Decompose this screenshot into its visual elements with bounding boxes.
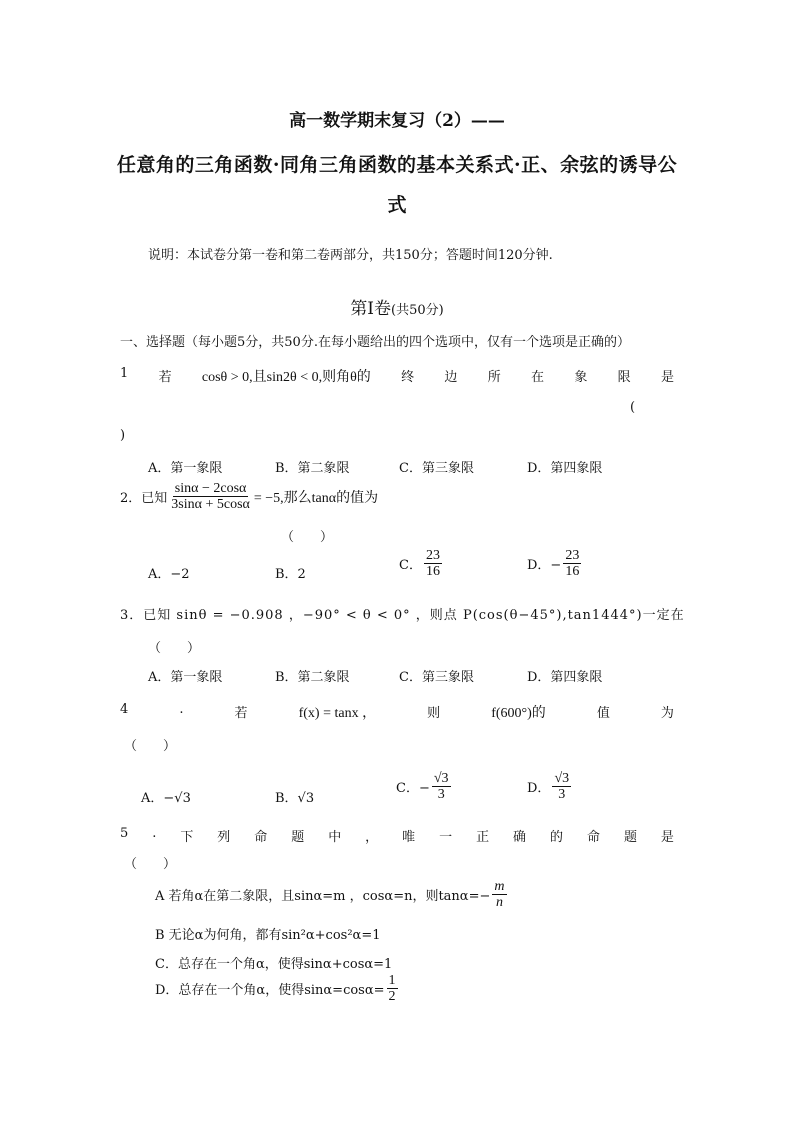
q4-part: 值 [596,706,610,721]
question-2-stem [120,481,378,513]
section-heading: 一、选择题（每小题5分，共50分.在每小题给出的四个选项中，仅有一个选项是正确的） [120,335,630,350]
q5-part: 列 [217,830,231,845]
q4-option-c-fraction [432,771,451,803]
question-4-stem [120,702,674,722]
q2-option-d-label: D．− [527,558,562,574]
q4-part: 为 [660,706,674,721]
q2-option-c-fraction [424,548,442,580]
q2-option-c-label: C． [399,558,422,574]
q1-part: 若 [158,370,172,385]
q4-part: . [179,702,184,717]
q3-paren: （ ） [148,641,201,656]
q4-paren: （ ） [124,739,177,754]
q5-number: 5 [120,826,129,841]
q4-option-b[interactable]: B．√3 [275,791,315,806]
q5-part: 命 [254,830,268,845]
exam-instructions: 说明：本试卷分第一卷和第二卷两部分，共150分；答题时间120分钟. [148,248,553,263]
q2-frac-num: sinα − 2cosα [174,481,247,496]
exam-subtitle-cont: 式 [387,194,407,216]
q4-option-c-label: C．− [396,781,430,797]
q4-option-d-label: D． [527,781,551,797]
question-5-stem [120,826,674,845]
q1-part: 限 [617,370,631,385]
q2-stem-tail: = −5,那么tanα的值为 [253,490,379,506]
q2-d-den: 16 [565,564,580,580]
q5-option-b[interactable]: B 无论α为何角，都有sin²α+cos²α=1 [155,928,381,943]
q1-option-d[interactable]: D．第四象限 [527,461,603,476]
question-3-stem: 3．已知 sinθ = −0.908 ，−90° < θ < 0° ，则点 P(cos(θ−45°),tan1444°)一定在 [120,608,685,623]
q2-option-c[interactable] [399,548,444,580]
q5-part: 中 [328,830,342,845]
q5-option-d-fraction [387,973,398,1005]
q1-part: 是 [660,370,674,385]
q4-option-c[interactable] [396,771,453,803]
q1-paren-open: ( [630,400,636,415]
q1-part: 边 [444,370,458,385]
q2-option-a[interactable]: A．−2 [148,567,190,582]
q4-c-num: √3 [433,771,449,786]
q5-part: 唯 [402,830,416,845]
q5-part: 一 [439,830,453,845]
q2-c-num: 23 [425,548,440,563]
q2-c-den: 16 [425,564,440,580]
q1-part: 象 [574,370,588,385]
q1-option-a[interactable]: A．第一象限 [148,461,223,476]
q5-part: . [152,826,157,841]
q5-part: 是 [660,830,674,845]
q3-option-c[interactable]: C．第三象限 [399,670,474,685]
q1-condition: cosθ > 0,且sin2θ < 0,则角θ的 [201,370,371,385]
q3-option-b[interactable]: B．第二象限 [275,670,350,685]
q4-function: f(x) = tanx ， [298,706,377,721]
q5-part: 正 [476,830,490,845]
q1-part: 所 [487,370,501,385]
q1-option-b[interactable]: B．第二象限 [275,461,350,476]
q2-fraction [169,481,252,513]
q4-option-a[interactable]: A．−√3 [141,791,191,806]
q5-paren: （ ） [124,857,177,872]
volume-title: 第Ⅰ卷 [350,299,392,319]
exam-title: 高一数学期末复习（2）—— [289,111,505,131]
q5-option-c[interactable]: C．总存在一个角α，使得sinα+cosα=1 [155,957,393,972]
volume-score: (共50分) [391,303,444,318]
q5-part: 确 [513,830,527,845]
q5-a-den: n [495,895,503,911]
q5-a-num: m [494,879,505,894]
q5-part: 题 [623,830,637,845]
q2-d-num: 23 [565,548,580,563]
q3-option-d[interactable]: D．第四象限 [527,670,603,685]
exam-subtitle: 任意角的三角函数·同角三角函数的基本关系式·正、余弦的诱导公 [116,154,678,176]
q5-part: ， [365,830,379,845]
q4-option-d-fraction [552,771,571,803]
q5-d-num: 1 [388,973,396,988]
q3-option-a[interactable]: A．第一象限 [148,670,223,685]
q5-d-den: 2 [388,989,396,1005]
q4-part: 则 [427,706,441,721]
q4-d-num: √3 [554,771,570,786]
q5-option-a-text: A 若角α在第二象限，且sinα=m ，cosα=n，则tanα=− [155,889,491,905]
q2-paren: （ ） [281,530,334,545]
q5-part: 题 [291,830,305,845]
q1-part: 终 [401,370,415,385]
q2-number: 2．已知 [120,491,168,507]
q5-part: 下 [180,830,194,845]
q4-part: 若 [234,706,248,721]
q2-option-d-fraction [563,548,581,580]
q4-number: 4 [120,702,129,717]
q4-c-den: 3 [437,787,445,803]
q2-frac-den: 3sinα + 5cosα [171,497,250,513]
q2-option-b[interactable]: B．2 [275,567,306,582]
q5-option-a-fraction [492,879,506,911]
q4-expression: f(600°)的 [491,706,546,721]
q5-option-d[interactable] [155,973,400,1005]
q1-option-c[interactable]: C．第三象限 [399,461,474,476]
q1-paren-close: ) [120,428,126,443]
q5-part: 的 [550,830,564,845]
q5-option-a[interactable] [155,879,509,911]
question-1-stem [120,366,674,386]
q4-d-den: 3 [558,787,566,803]
q5-option-d-text: D．总存在一个角α，使得sinα=cosα= [155,983,385,999]
q2-option-d[interactable] [527,548,583,580]
q1-part: 在 [531,370,545,385]
q4-option-d[interactable] [527,771,573,803]
q1-number: 1 [120,366,129,381]
volume-heading [0,294,794,319]
q5-part: 命 [586,830,600,845]
